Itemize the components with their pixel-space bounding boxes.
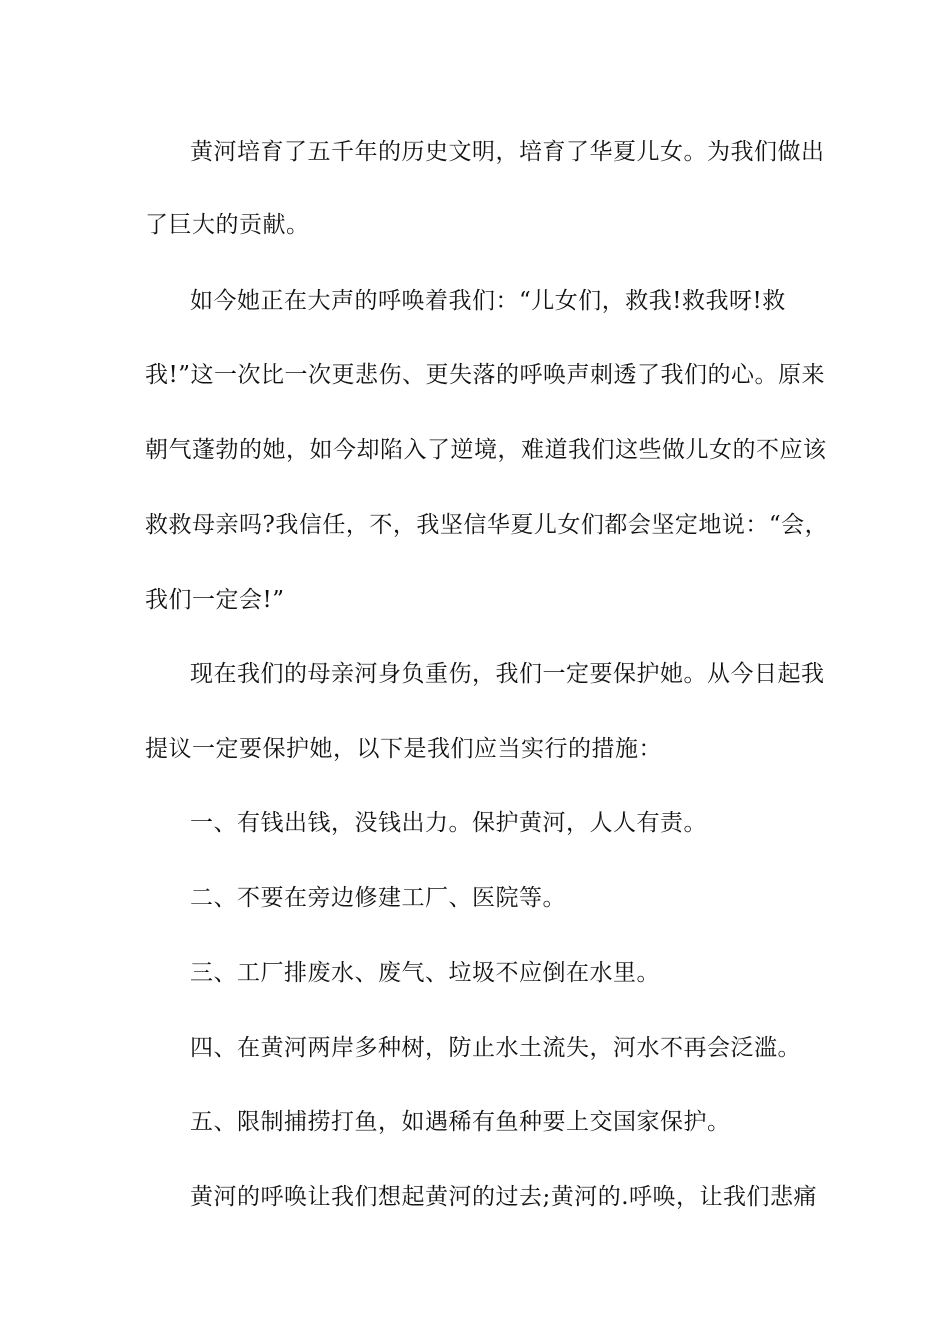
paragraph-line: 救救母亲吗?我信任，不，我坚信华夏儿女们都会坚定地说：“会， bbox=[145, 512, 829, 538]
paragraph-line: 黄河的呼唤让我们想起黄河的过去;黄河的.呼唤，让我们悲痛 bbox=[190, 1184, 818, 1210]
paragraph-line: 朝气蓬勃的她，如今却陷入了逆境，难道我们这些做儿女的不应该 bbox=[145, 437, 827, 463]
paragraph-line: 黄河培育了五千年的历史文明，培育了华夏儿女。为我们做出 bbox=[190, 139, 825, 165]
paragraph-line: 我!”这一次比一次更悲伤、更失落的呼唤声刺透了我们的心。原来 bbox=[145, 362, 826, 388]
list-item: 一、有钱出钱，没钱出力。保护黄河，人人有责。 bbox=[190, 810, 707, 836]
paragraph-line: 如今她正在大声的呼唤着我们：“儿女们，救我!救我呀!救 bbox=[190, 288, 786, 314]
list-item: 四、在黄河两岸多种树，防止水土流失，河水不再会泛滥。 bbox=[190, 1035, 801, 1061]
paragraph-line: 了巨大的贡献。 bbox=[145, 212, 310, 238]
paragraph-line: 提议一定要保护她，以下是我们应当实行的措施： bbox=[145, 736, 662, 762]
paragraph-line: 现在我们的母亲河身负重伤，我们一定要保护她。从今日起我 bbox=[190, 661, 825, 687]
paragraph-line: 我们一定会!” bbox=[145, 587, 285, 613]
list-item: 五、限制捕捞打鱼，如遇稀有鱼种要上交国家保护。 bbox=[190, 1109, 731, 1135]
list-item: 三、工厂排废水、废气、垃圾不应倒在水里。 bbox=[190, 960, 660, 986]
list-item: 二、不要在旁边修建工厂、医院等。 bbox=[190, 885, 566, 911]
